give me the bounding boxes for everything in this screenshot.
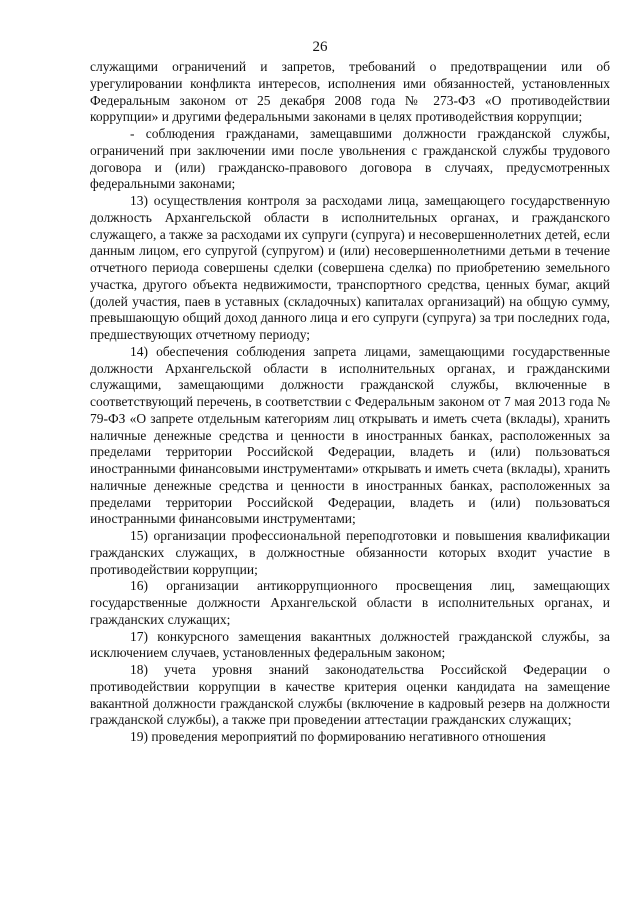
paragraph-item-16: 16) организации антикоррупционного просвещения лиц, замещающих государственные должности Архангельской области в исполнительных органах, и гражданских служащих; <box>90 578 610 627</box>
paragraph-item-14: 14) обеспечения соблюдения запрета лицами, замещающими государственные должности Архангельской области в исполнительных органах, и гражданскими служащими, замещающими должности гражданской службы, включенные в соответствующий перечень, в соответствии с Федеральным законом от 7 мая 2013 года № 79-ФЗ «О запрете отдельным категориям лиц открывать и иметь счета (вклады), хранить наличные денежные средства и ценности в иностранных банках, расположенных за пределами территории Российской Федерации, владеть и (или) пользоваться иностранными финансовыми инструментами» открывать и иметь счета (вклады), хранить наличные денежные средства и ценности в иностранных банках, расположенных за пределами территории Российской Федерации, владеть и (или) пользоваться иностранными финансовыми инструментами; <box>90 343 610 527</box>
paragraph-item-17: 17) конкурсного замещения вакантных должностей гражданской службы, за исключением случаев, установленных федеральным законом; <box>90 628 610 661</box>
paragraph-item-13: 13) осуществления контроля за расходами лица, замещающего государственную должность Архангельской области в исполнительных органах, и гражданского служащего, а также за расходами их супруги (супруга) и несовершеннолетних детей, если данным лицом, его супругой (супругом) и (или) несовершеннолетними детьми в течение отчетного периода совершены сделки (совершена сделка) по приобретению земельного участка, другого объекта недвижимости, транспортного средства, ценных бумаг, акций (долей участия, паев в уставных (складочных) капиталах организаций) на общую сумму, превышающую общий доход данного лица и его супруги (супруга) за три последних года, предшествующих отчетному периоду; <box>90 193 610 342</box>
paragraph-item-15: 15) организации профессиональной переподготовки и повышения квалификации гражданских служащих, в должностные обязанности которых входит участие в противодействии коррупции; <box>90 528 610 577</box>
paragraph-item-dash: - соблюдения гражданами, замещавшими должности гражданской службы, ограничений при заключении ими после увольнения с гражданской службы трудового договора и (или) гражданско-правового договора в случаях, предусмотренных федеральными законами; <box>90 126 610 192</box>
paragraph-continuation: служащими ограничений и запретов, требований о предотвращении или об урегулировании конфликта интересов, исполнения ими обязанностей, установленных Федеральным законом от 25 декабря 2008 года № 273-ФЗ «О противодействии коррупции» и другими федеральными законами в целях противодействия коррупции; <box>90 59 610 125</box>
document-body <box>90 59 610 746</box>
page-number: 26 <box>312 39 328 55</box>
paragraph-item-18: 18) учета уровня знаний законодательства Российской Федерации о противодействии коррупции в качестве критерия оценки кандидата на замещение вакантной должности гражданской службы (включение в кадровый резерв на должности гражданской службы), а также при проведении аттестации гражданских служащих; <box>90 662 610 728</box>
paragraph-item-19: 19) проведения мероприятий по формированию негативного отношения <box>130 729 546 744</box>
